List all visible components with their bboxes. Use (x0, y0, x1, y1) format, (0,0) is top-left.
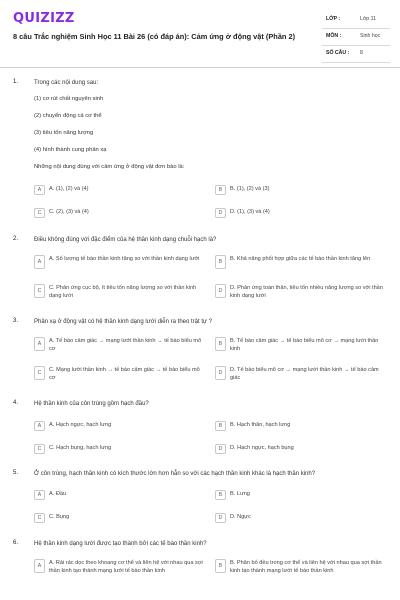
option-letter: A (34, 185, 45, 195)
question-number: 1. (13, 79, 19, 85)
question-number: 3. (13, 318, 19, 324)
question-text: Điều không đúng với đặc điểm của hệ thần kinh dạng chuỗi hạch là? (34, 237, 217, 243)
option-letter: D (215, 284, 226, 298)
question-number: 5. (13, 470, 19, 476)
option-letter: D (215, 513, 226, 523)
option-letter: A (34, 559, 45, 573)
option-text: A. Đầu (49, 491, 67, 497)
option-text: A. Tế bào cảm giác → mạng lưới thần kinh → tế bào biểu mô cơ (49, 338, 202, 352)
option-letter: A (34, 421, 45, 431)
question-text: Trong các nội dung sau: (34, 80, 99, 86)
option-text: A. Rải rác dọc theo khoang cơ thể và liên hệ với nhau qua sợi thần kinh tạo thành mạng lưới tế bào thần kinh (49, 560, 203, 574)
option-text: A. Hạch ngực, hạch lưng (49, 422, 112, 428)
meta-row-subject (322, 29, 390, 46)
option-text: D. (1), (3) và (4) (230, 209, 270, 215)
option-letter: B (215, 185, 226, 195)
option-text: B. Phân bố đều trong cơ thể và liên hệ với nhau qua sợi thần kinh tạo thành mạng lưới tế bào thần kinh (230, 560, 382, 574)
option-letter: C (34, 366, 45, 380)
option-text: B. Lưng (230, 491, 250, 497)
stem-line: (3) tiêu tốn năng lượng (34, 130, 94, 136)
question-number: 2. (13, 236, 19, 242)
option-letter: B (215, 255, 226, 269)
meta-value: Sinh học (360, 33, 381, 39)
page-header (0, 0, 400, 64)
question-text: Ở côn trùng, hạch thần kinh có kích thước lớn hơn hẳn so với các hạch thần kinh khác là hạch thần kinh? (34, 471, 316, 477)
option-text: B. Khả năng phối hợp giữa các tế bào thần kinh tăng lên (230, 256, 371, 262)
option-text: D. Hạch ngực, hạch bụng (230, 445, 294, 451)
document-title: 8 câu Trắc nghiệm Sinh Học 11 Bài 26 (có đáp án): Cảm ứng ở động vật (Phần 2) (13, 32, 296, 41)
option-letter: B (215, 421, 226, 431)
meta-label: LỚP : (326, 16, 341, 22)
meta-table (322, 12, 390, 63)
meta-value: Lớp 11 (360, 16, 376, 22)
option-letter: A (34, 337, 45, 351)
stem-line: (4) hình thành cung phản xạ (34, 147, 107, 153)
meta-value: 8 (360, 50, 363, 56)
question-text: Hệ thần kinh của côn trùng gồm hạch đầu? (34, 401, 149, 407)
question-number: 6. (13, 540, 19, 546)
stem-line: (1) cơ rút chất nguyên sinh (34, 96, 104, 102)
option-letter: D (215, 366, 226, 380)
question-text: Phản xạ ở động vật có hệ thần kinh dạng lưới diễn ra theo trật tự ? (34, 319, 213, 325)
option-text: A. Số lượng tế bào thần kinh tăng so với thần kinh dạng lưới (49, 256, 200, 262)
meta-row-class (322, 12, 390, 29)
option-letter: C (34, 513, 45, 523)
option-letter: D (215, 444, 226, 454)
question-text: Hệ thần kinh dạng lưới được tạo thành bởi các tế bào thần kinh? (34, 541, 207, 547)
option-letter: A (34, 490, 45, 500)
option-text: D. Ngực (230, 514, 251, 520)
meta-label: MÔN : (326, 33, 342, 39)
stem-line: Những nội dung đúng với cảm ứng ở động vật đơn bào là: (34, 164, 185, 170)
option-text: A. (1), (2) và (4) (49, 186, 89, 192)
option-letter: C (34, 444, 45, 454)
option-text: C. Mạng lưới thần kinh → tế bào cảm giác → tế bào biểu mô cơ (49, 367, 200, 381)
option-text: C. Bụng (49, 514, 70, 520)
stem-line: (2) chuyển động cả cơ thể (34, 113, 102, 119)
meta-label: SỐ CÂU : (326, 50, 350, 56)
option-text: C. Phản ứng cục bộ, ít tiêu tốn năng lượng so với thần kinh dạng lưới (49, 285, 197, 299)
option-letter: B (215, 490, 226, 500)
option-text: D. Tế bào biểu mô cơ → mạng lưới thần kinh → tế bào cảm giác (230, 367, 379, 381)
option-text: C. (2), (3) và (4) (49, 209, 89, 215)
option-letter: C (34, 208, 45, 218)
meta-row-count (322, 46, 390, 63)
option-letter: B (215, 559, 226, 573)
question-number: 4. (13, 400, 19, 406)
option-text: B. Hạch thân, hạch lưng (230, 422, 291, 428)
header-divider (0, 67, 400, 68)
option-text: B. (1), (2) và (3) (230, 186, 270, 192)
option-letter: A (34, 255, 45, 269)
option-text: C. Hạch bụng, hạch lưng (49, 445, 112, 451)
option-letter: B (215, 337, 226, 351)
option-text: D. Phản ứng toàn thân, tiêu tốn nhiều năng lượng so với thần kinh dạng lưới (230, 285, 383, 299)
quizizz-logo: QUIZIZZ (13, 11, 75, 26)
option-letter: C (34, 284, 45, 298)
option-text: B. Tế bào cảm giác → tế bào biểu mô cơ → mạng lưới thần kinh (230, 338, 379, 352)
option-letter: D (215, 208, 226, 218)
